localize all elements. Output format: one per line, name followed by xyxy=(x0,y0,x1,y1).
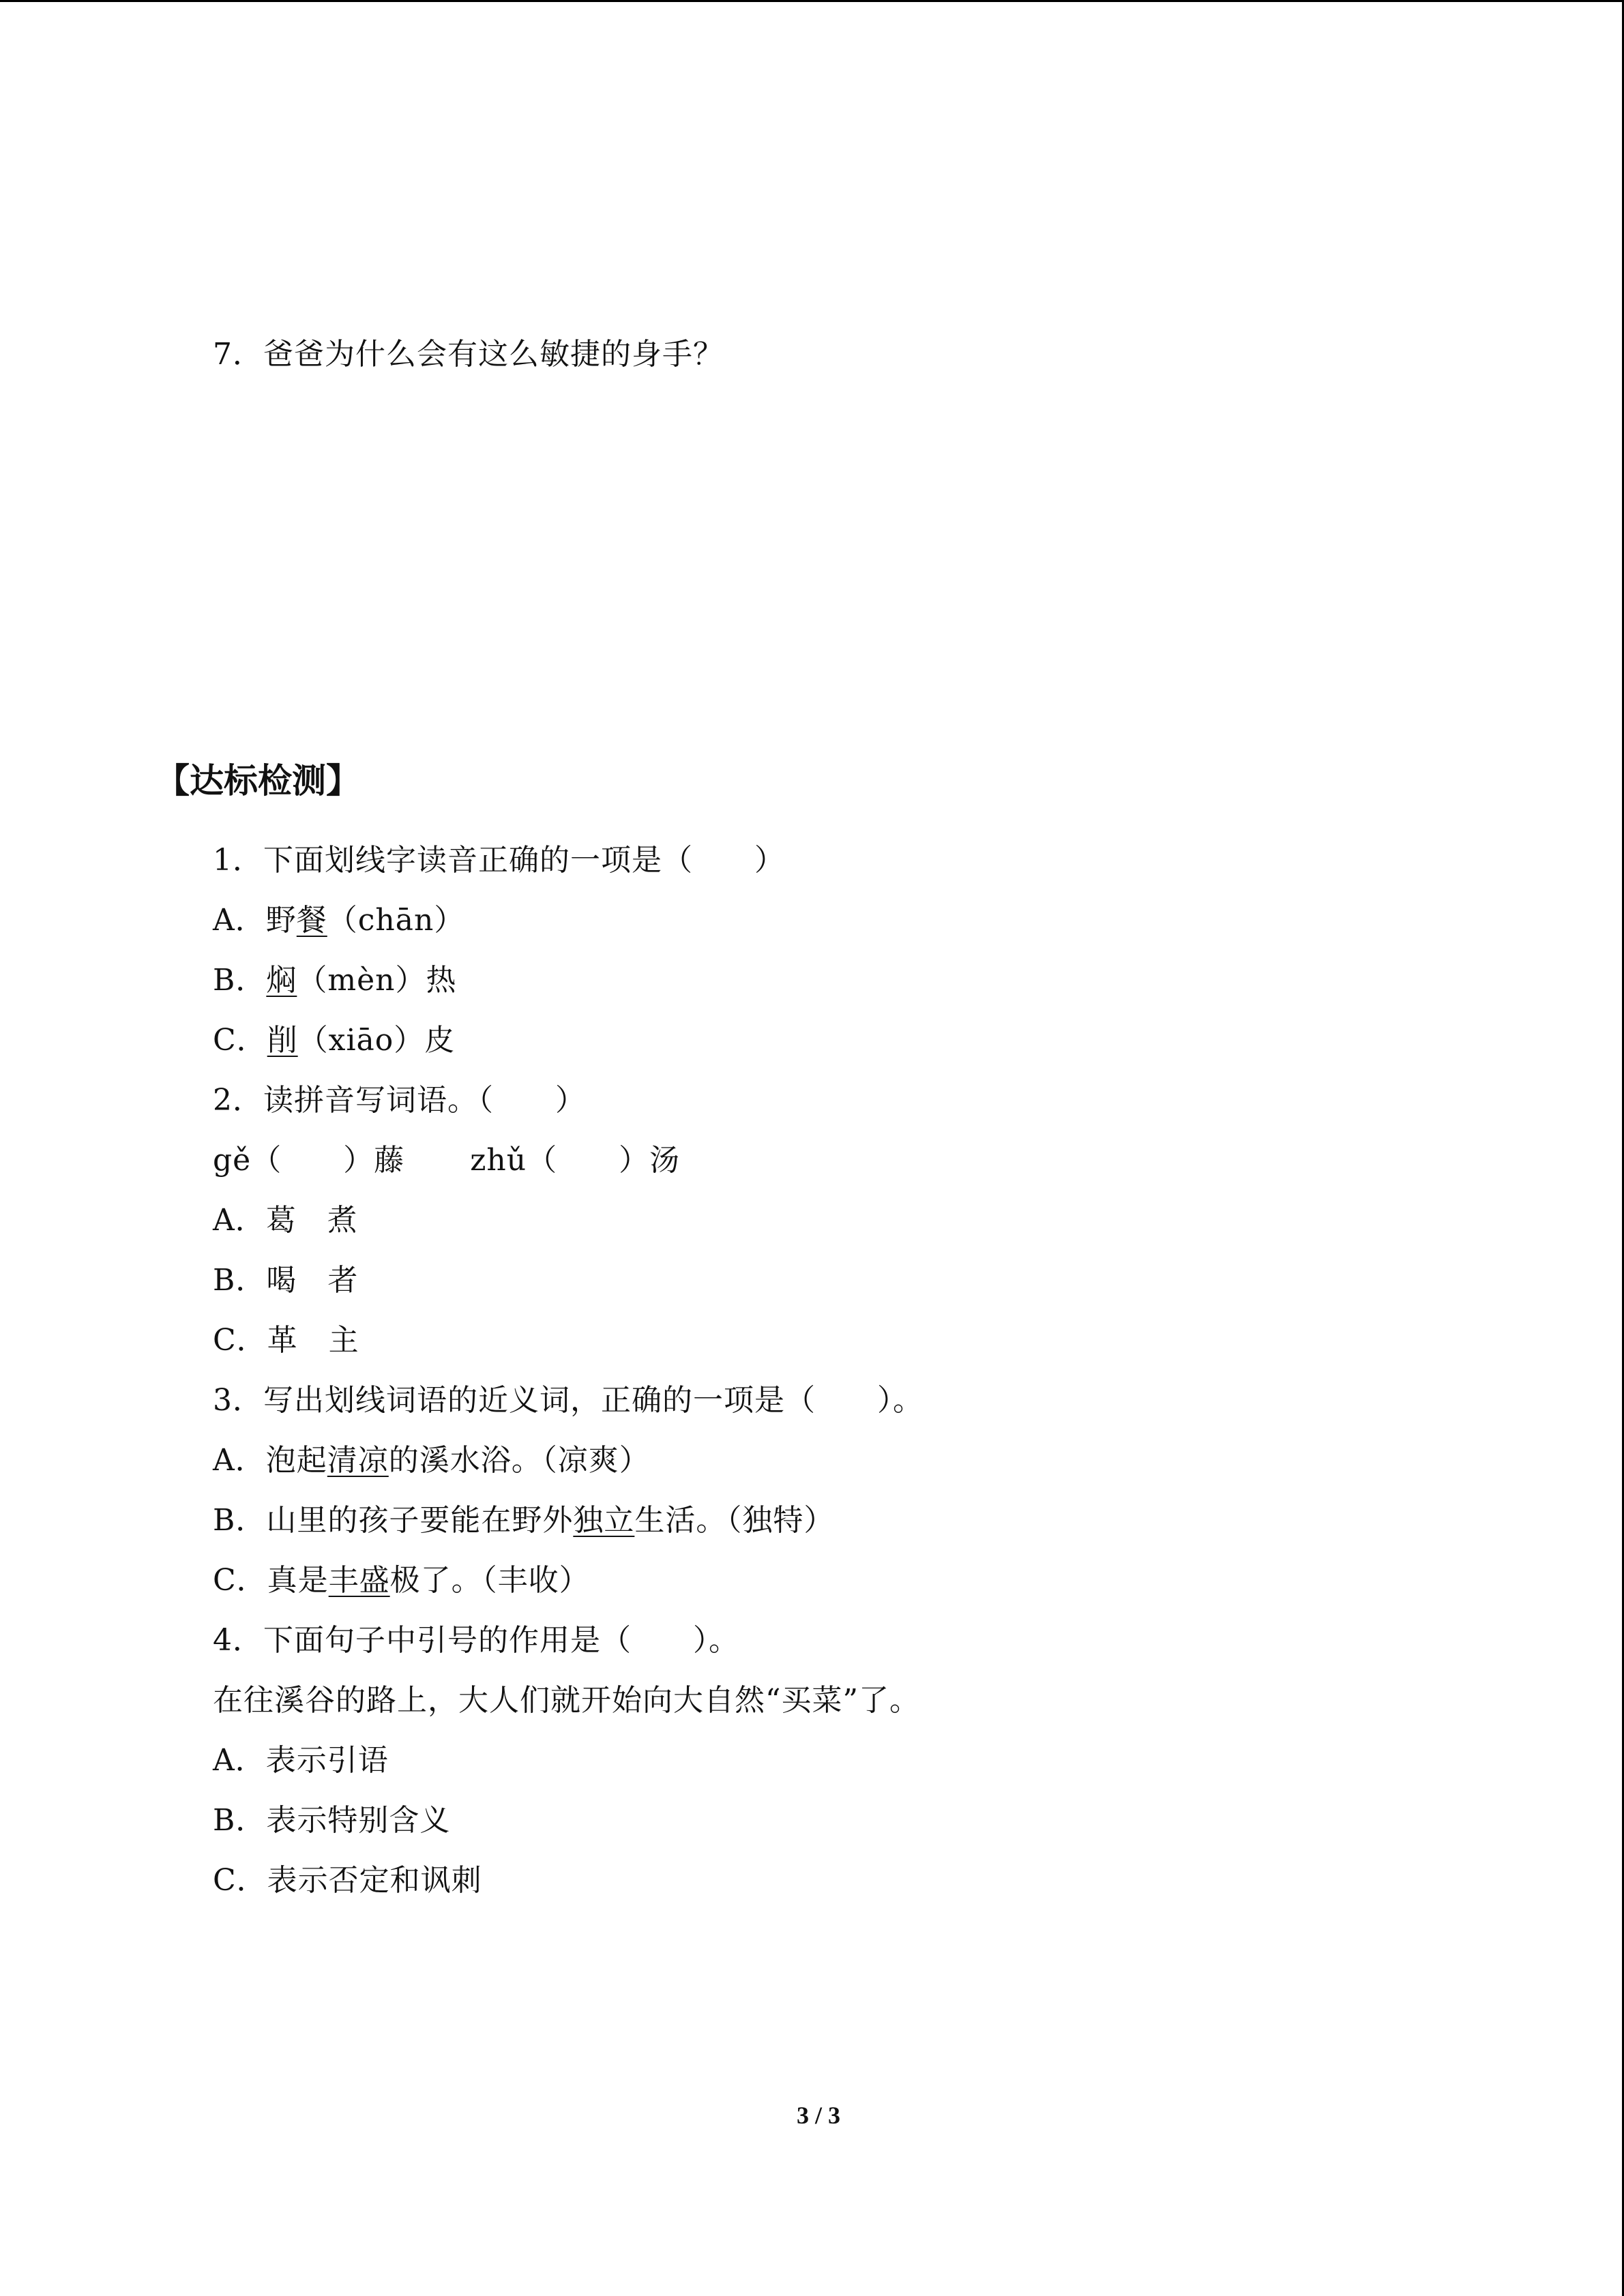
question-7: 7．爸爸为什么会有这么敏捷的身手？ xyxy=(213,337,724,372)
q1-option-c: C．削（xiāo）皮 xyxy=(213,1023,456,1058)
q4-sentence: 在往溪谷的路上，大人们就开始向大自然“买菜”了。 xyxy=(213,1683,920,1718)
q4-option-b: B．表示特别含义 xyxy=(213,1803,451,1838)
q2-option-b: B．喝 者 xyxy=(213,1263,359,1298)
q4-option-a: A．表示引语 xyxy=(213,1743,389,1778)
q3-stem: 3．写出划线词语的近义词，正确的一项是（ ）。 xyxy=(213,1383,924,1418)
page-number: 3 / 3 xyxy=(796,2102,840,2129)
q2-stem: 2．读拼音写词语。（ ） xyxy=(213,1083,586,1118)
q2-pinyin-row xyxy=(213,1140,680,1181)
q1-stem: 1．下面划线字读音正确的一项是（ ） xyxy=(213,843,785,878)
q2-option-a: A．葛 煮 xyxy=(213,1203,358,1238)
q4-option-c: C．表示否定和讽刺 xyxy=(213,1863,482,1898)
q1-option-a: A．野餐（chān） xyxy=(213,903,465,938)
q2-pinyin-1: gě（ ）藤 xyxy=(213,1143,405,1178)
underlined-word: 独立 xyxy=(573,1503,635,1538)
section-title: 【达标检测】 xyxy=(156,761,360,801)
q1-option-b: B．焖（mèn）热 xyxy=(213,963,457,998)
q3-option-b: B．山里的孩子要能在野外独立生活。（独特） xyxy=(213,1503,835,1538)
q3-option-c: C．真是丰盛极了。（丰收） xyxy=(213,1563,590,1598)
underlined-word: 清凉 xyxy=(327,1443,389,1478)
underlined-char: 焖 xyxy=(266,963,297,998)
q4-stem: 4．下面句子中引号的作用是（ ）。 xyxy=(213,1623,739,1658)
q2-option-c: C．革 主 xyxy=(213,1323,359,1358)
page-top-border xyxy=(0,0,1624,2)
q3-option-a: A．泡起清凉的溪水浴。（凉爽） xyxy=(213,1443,650,1478)
underlined-word: 丰盛 xyxy=(328,1563,390,1598)
underlined-char: 削 xyxy=(267,1023,298,1058)
underlined-char: 餐 xyxy=(296,903,327,938)
q2-pinyin-2: zhǔ（ ）汤 xyxy=(470,1143,681,1178)
